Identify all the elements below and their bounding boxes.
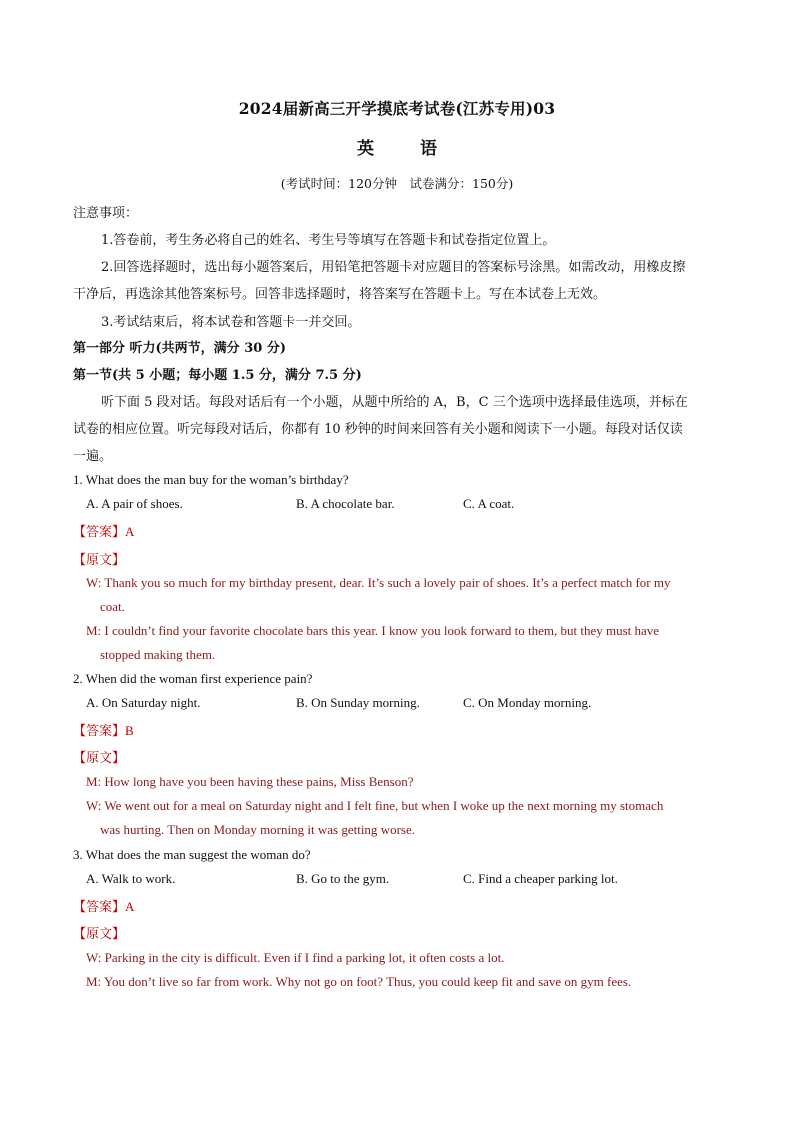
exam-title: 2024届新高三开学摸底考试卷(江苏专用)03 [238,99,556,118]
transcript-line: W: Thank you so much for my birthday present, dear. It’s such a lovely pair of shoes. It’s a perfect match for my [86,575,671,590]
subject-char-2: 语 [420,139,437,159]
question-1-transcript [86,571,722,667]
notes-item-3: 3.考试结束后，将本试卷和答题卡一并交回。 [101,315,361,330]
transcript-line: M: I couldn’t find your favorite chocolate bars this year. I know you look forward to them, but they must have [86,623,660,638]
transcript-line: W: Parking in the city is difficult. Even if I find a parking lot, it often costs a lot. [86,950,505,965]
instructions-line-2: 试卷的相应位置。听完每段对话后，你都有 10 秒钟的时间来回答有关小题和阅读下一小题。每段对话仅读 [73,422,683,437]
question-3-stem: 3. What does the man suggest the woman do? [73,847,311,862]
notes-item-2-line-2: 干净后，再选涂其他答案标号。回答非选择题时，将答案写在答题卡上。写在本试卷上无效。 [73,287,607,302]
question-2-transcript-label [73,747,125,766]
transcript-line: M: How long have you been having these pains, Miss Benson? [86,774,414,789]
part1-heading: 第一部分 听力(共两节，满分 30 分) [73,341,286,356]
transcript-line: coat. [100,599,125,614]
transcript-label: 【原文】 [73,751,126,766]
question-1-option-c: C. A coat. [463,496,515,511]
question-3-option-b: B. Go to the gym. [296,871,390,886]
transcript-line: M: You don’t live so far from work. Why not go on foot? Thus, you could keep fit and save on gym fees. [86,974,632,989]
question-2-option-a: A. On Saturday night. [86,695,201,710]
question-1-option-b: B. A chocolate bar. [296,496,395,511]
answer-label: 【答案】 [73,724,126,739]
question-1-transcript-label [73,549,125,568]
subject-heading [0,134,794,159]
subject-char-1: 英 [357,139,374,159]
question-3-answer [73,896,134,915]
question-3-transcript [86,946,722,994]
instructions-line-3: 一遍。 [73,449,113,464]
question-2-transcript [86,770,722,842]
question-3-option-a: A. Walk to work. [86,871,176,886]
question-2-option-b: B. On Sunday morning. [296,695,420,710]
answer-value: A [125,524,135,539]
notes-item-1: 1.答卷前，考生务必将自己的姓名、考生号等填写在答题卡和试卷指定位置上。 [101,233,556,248]
question-2-option-c: C. On Monday morning. [463,695,592,710]
transcript-line: was hurting. Then on Monday morning it was getting worse. [100,822,415,837]
question-2-stem: 2. When did the woman first experience pain? [73,671,313,686]
transcript-line: stopped making them. [100,647,216,662]
transcript-label: 【原文】 [73,553,126,568]
notes-heading: 注意事项： [73,206,139,221]
question-2-answer [73,720,134,739]
notes-item-2-line-1: 2.回答选择题时，选出每小题答案后，用铅笔把答题卡对应题目的答案标号涂黑。如需改动，用橡皮擦 [101,260,686,275]
question-1-stem: 1. What does the man buy for the woman’s birthday? [73,472,349,487]
section1-heading: 第一节(共 5 小题；每小题 1.5 分，满分 7.5 分) [73,368,362,383]
question-1-answer [73,521,134,540]
transcript-label: 【原文】 [73,927,126,942]
answer-value: A [125,899,135,914]
instructions-line-1: 听下面 5 段对话。每段对话后有一个小题，从题中所给的 A，B，C 三个选项中选择最佳选项，并标在 [101,395,688,410]
answer-label: 【答案】 [73,900,126,915]
question-3-transcript-label [73,923,125,942]
answer-label: 【答案】 [73,525,126,540]
answer-value: B [125,723,134,738]
transcript-line: W: We went out for a meal on Saturday night and I felt fine, but when I woke up the next morning my stomach [86,798,664,813]
exam-info: (考试时间：120分钟 试卷满分：150分) [280,176,514,191]
question-1-option-a: A. A pair of shoes. [86,496,183,511]
question-3-option-c: C. Find a cheaper parking lot. [463,871,618,886]
